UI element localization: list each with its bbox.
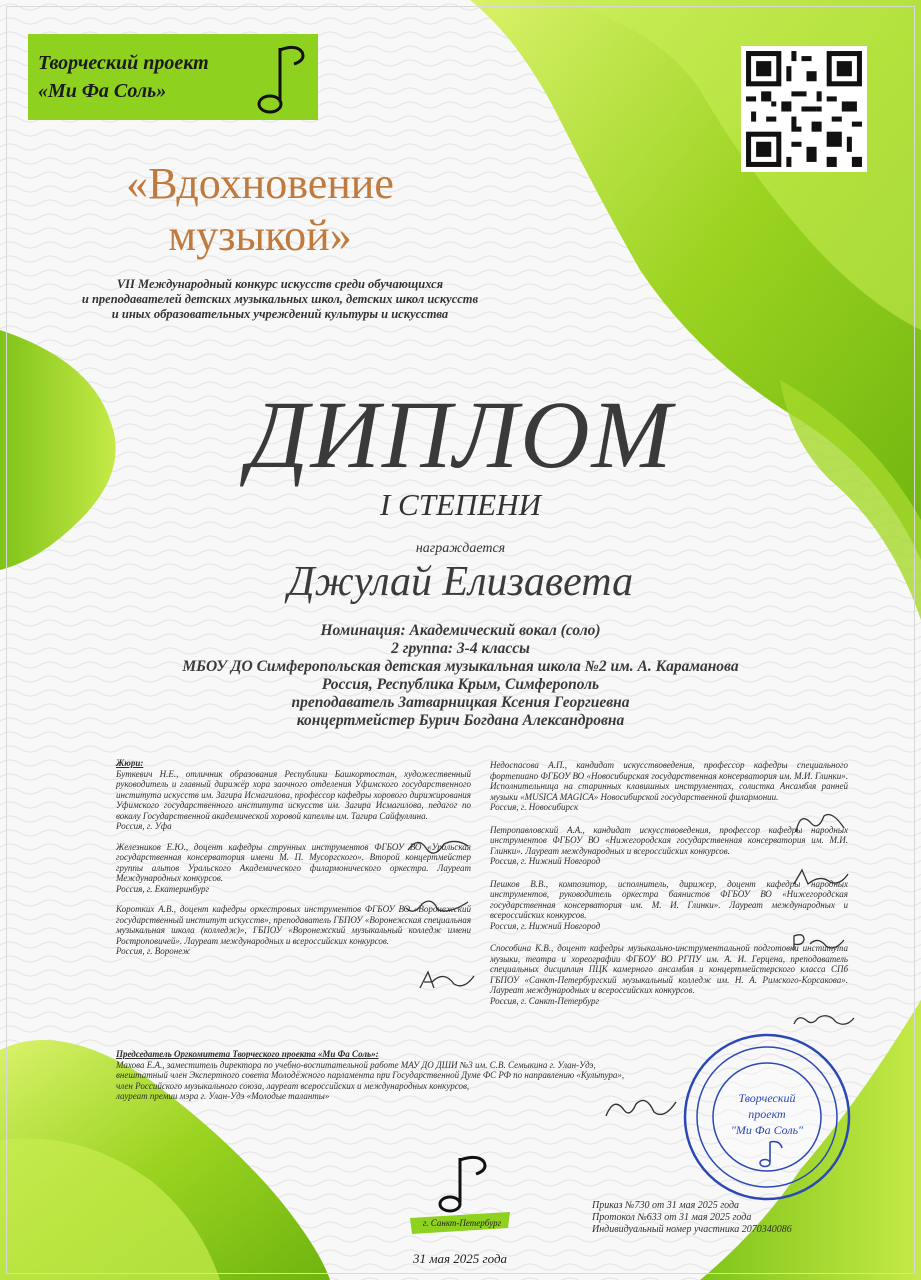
jury-member: [116, 769, 471, 832]
jury-left-column: [116, 758, 471, 963]
contest-title-line-2: музыкой»: [168, 211, 352, 260]
issue-date: 31 мая 2025 года: [412, 1251, 508, 1266]
awarded-label: награждается: [415, 541, 506, 556]
subtitle-line-3: и иных образовательных учреждений культуры и искусства: [111, 307, 449, 321]
protocol-number: Протокол №633 от 31 мая 2025 года: [592, 1212, 752, 1223]
official-stamp: [680, 1030, 855, 1205]
logo-line-2: «Ми Фа Соль»: [38, 80, 167, 102]
jury-member-place: Россия, г. Воронеж: [116, 946, 191, 956]
chair-line-2: внештатный член Экспертного совета Молодёжного парламента при Государственной Думе ФС РФ по направлению «Культура»,: [116, 1070, 625, 1080]
jury-member-text: Пешков В.В., композитор, исполнитель, дирижер, доцент кафедры народных инструментов, руководитель оркестра баянистов ФГБОУ ВО «Нижегородская государственная консерватория им. М. И. Глинки». Лауреат международных и всероссийских конкурсов.: [490, 878, 848, 920]
chair-heading: Председатель Оргкомитета Творческого проекта «Ми Фа Соль»:: [116, 1049, 379, 1059]
signature-peshkov: [788, 930, 848, 956]
jury-member-place: Россия, г. Новосибирск: [490, 802, 579, 812]
stamp-line-2: проект: [748, 1107, 786, 1121]
order-info: [592, 1200, 792, 1236]
qr-code: [741, 46, 867, 172]
jury-member-place: Россия, г. Нижний Новгород: [490, 856, 601, 866]
jury-member-text: Буткевич Н.Е., отличник образования Республики Башкортостан, художественный руководитель и главный дирижёр хора заочного отделения Уфимского государственного института искусств им. Загира Исмагилова, профессор кафедры хорового дирижирования Уфимского государственного института искусств им. Загира Исмагилова, педагог по вокалу Государственной академической хоровой капеллы им. Тагира Сайфуллина.: [116, 768, 471, 821]
recipient-name: Джулай Елизавета: [287, 559, 634, 605]
signature-korotkikh: [414, 966, 478, 994]
contest-title-line-1: «Вдохновение: [126, 159, 394, 208]
award-details: [0, 622, 921, 730]
participant-number: Индивидуальный номер участника 2070340086: [592, 1224, 792, 1235]
jury-member-text: Способина К.В., доцент кафедры музыкально-инструментальной подготовки института музыки, театра и хореографии ФГБОУ ВО РГПУ им. А. И. Герцена, преподаватель специальных дисциплин ПЦК камерного ансамбля и концертмейстерского класса СПб ГБПОУ «Санкт-Петербургский музыкальный колледж им. Н. А. Римского-Корсакова». Лауреат международных и всероссийских конкурсов.: [490, 943, 848, 995]
stamp-line-1: Творческий: [738, 1091, 796, 1105]
jury-member-place: Россия, г. Екатеринбург: [116, 883, 209, 894]
subtitle-line-2: и преподавателей детских музыкальных школ, детских школ искусств: [81, 292, 479, 306]
jury-member-place: Россия, г. Нижний Новгород: [490, 920, 601, 931]
jury-member-place: Россия, г. Уфа: [116, 821, 172, 831]
nomination: Номинация: Академический вокал (соло): [320, 622, 601, 639]
project-logo: [28, 34, 318, 120]
signature-zheleznikov: [402, 894, 472, 920]
city-label: г. Санкт-Петербург: [422, 1218, 502, 1228]
signature-nedospasova: [790, 808, 850, 838]
signature-butkevich: [404, 832, 474, 858]
subtitle-line-1: VII Международный конкурс искусств среди обучающихся: [116, 277, 444, 291]
jury-member-text: Недоспасова А.П., кандидат искусствоведения, профессор кафедры специального фортепиано ФГБОУ ВО «Новосибирская государственная консерватория им. М.И. Глинки». Исполнительница на старинных клавишных инструментах, солистка Ансамбля ранней музыки «MUSICA MAGICA» Новосибирской государственной филармонии.: [490, 760, 848, 802]
chair-line-1: Махова Е.А., заместитель директора по учебно-воспитательной работе МАУ ДО ДШИ №3 им. С.В. Семыкина г. Улан-Удэ,: [116, 1059, 596, 1070]
jury-member-text: Петропавловский А.А., кандидат искусствоведения, профессор кафедры народных инструментов ФГБОУ ВО «Нижегородская государственная консерватория им. М.И. Глинки». Лауреат международных и всероссийских конкурсов.: [490, 824, 848, 856]
organizing-committee: [116, 1049, 696, 1102]
order-number: Приказ №730 от 31 мая 2025 года: [592, 1200, 740, 1211]
contest-title: [60, 158, 460, 262]
jury-member-text: Железников Е.Ю., доцент кафедры струнных инструментов ФГБОУ ВО «Уральская государственная консерватория имени М. П. Мусоргского». Второй концертмейстер группы альтов Уральского Академического филармонического оркестра. Лауреат Международных конкурсов.: [116, 841, 471, 883]
contest-subtitle: [60, 277, 500, 322]
jury-member-place: Россия, г. Санкт-Петербург: [490, 995, 600, 1006]
group: 2 группа: 3-4 классы: [391, 640, 530, 657]
diploma-heading: ДИПЛОМ: [247, 381, 674, 488]
chair-line-3: член Российского музыкального союза, лауреат всероссийских и международных конкурсов,: [116, 1080, 470, 1091]
jury-member-text: Коротких А.В., доцент кафедры оркестровых инструментов ФГБОУ ВО «Воронежский государственный институт искусств», преподаватель ГБПОУ «Воронежская специальная музыкальная школа (колледж)», ГБПОУ «Воронежский музыкальный колледж имени Ростроповичей». Лауреат международных и всероссийских конкурсов.: [116, 904, 471, 946]
stamp-line-3: "Ми Фа Соль": [730, 1123, 804, 1137]
jury-heading: Жюри:: [116, 758, 144, 768]
teacher: преподаватель Затварницкая Ксения Георгиевна: [291, 694, 630, 711]
bottom-note-logo: [400, 1152, 520, 1242]
diploma-degree: I СТЕПЕНИ: [379, 487, 542, 522]
school: МБОУ ДО Симферопольская детская музыкальная школа №2 им. А. Караманова: [182, 658, 739, 675]
chair-line-4: лауреат премии мэра г. Улан-Удэ «Молодые таланты»: [116, 1091, 330, 1101]
music-note-icon: [250, 40, 310, 116]
signature-petropavlovsky: [790, 866, 852, 890]
logo-line-1: Творческий проект: [38, 52, 209, 74]
jury-member: [490, 760, 848, 813]
accompanist: концертмейстер Бурич Богдана Александровна: [296, 712, 625, 729]
location: Россия, Республика Крым, Симферополь: [321, 676, 600, 693]
